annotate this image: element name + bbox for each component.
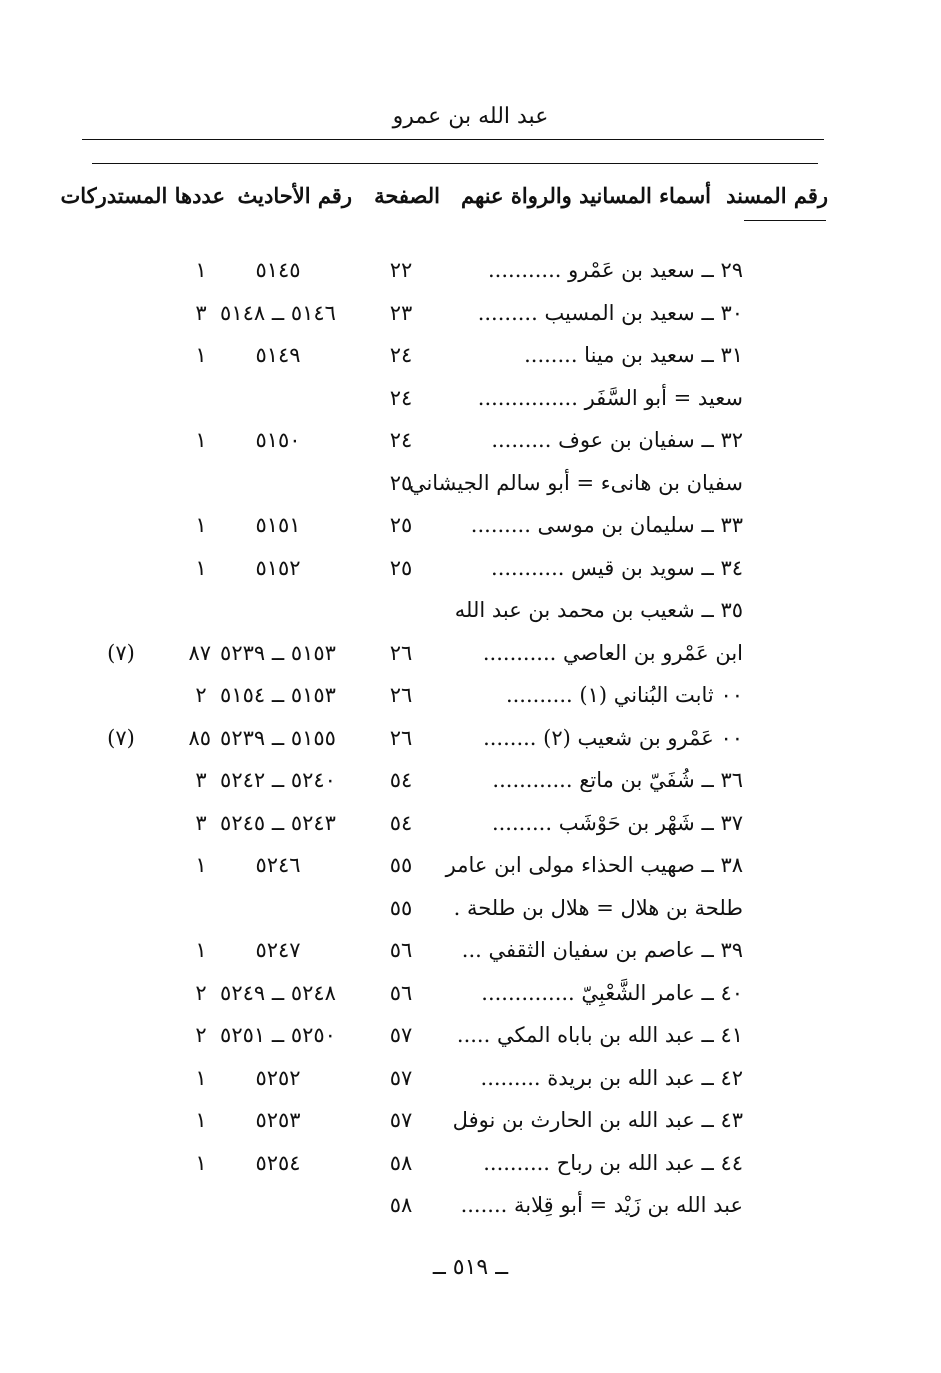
- entry-page: ٥٨: [389, 1193, 413, 1217]
- entry-name: ٤٣ ــ عبد الله بن الحارث بن نوفل: [452, 1108, 743, 1132]
- entry-hadith-numbers: ٥٢٤٠ ــ ٥٢٤٢: [220, 768, 336, 792]
- entry-page: ٥٧: [389, 1108, 413, 1132]
- entry-hadith-numbers: ٥٢٤٣ ــ ٥٢٤٥: [220, 810, 336, 835]
- entry-page: ٢٥: [389, 470, 413, 495]
- table-row: [0, 675, 941, 718]
- entry-count: ٨٧: [188, 640, 211, 665]
- column-header-musnad-number: رقم المسند: [726, 183, 828, 208]
- entry-name: ٠٠ عَمْرو بن شعيب (٢) ........: [483, 725, 743, 750]
- entry-page: ٥٤: [389, 768, 413, 792]
- entry-name: ٢٩ ــ سعيد بن عَمْرو ...........: [488, 258, 743, 282]
- table-row: [0, 1100, 941, 1143]
- table-row: [0, 633, 941, 676]
- entry-hadith-numbers: ٥٢٤٧: [255, 938, 301, 962]
- entry-page: ٥٤: [389, 810, 413, 835]
- entry-hadith-numbers: ٥١٥٥ ــ ٥٢٣٩: [220, 725, 336, 750]
- entry-page: ٢٤: [389, 428, 413, 452]
- table-row: [0, 548, 941, 591]
- musnad-header-underline: [744, 220, 826, 221]
- table-row: [0, 1143, 941, 1186]
- column-header-count-mustadrakat: [61, 183, 225, 208]
- entry-count: ١: [195, 513, 207, 537]
- column-header-hadith-numbers: رقم الأحاديث: [237, 183, 352, 208]
- entry-hadith-numbers: ٥١٤٩: [255, 343, 301, 367]
- table-row: [0, 335, 941, 378]
- entry-count: ٢: [195, 980, 207, 1005]
- entry-hadith-numbers: ٥١٥٢: [255, 555, 301, 580]
- entry-count: ١: [195, 1108, 207, 1132]
- index-table: [0, 250, 941, 1228]
- table-row: [0, 1015, 941, 1058]
- table-row: [0, 420, 941, 463]
- table-row: [0, 590, 941, 633]
- header-rule: [82, 139, 824, 140]
- entry-name: ٠٠ ثابت البُناني (١) ..........: [505, 683, 743, 707]
- table-row: [0, 845, 941, 888]
- entry-hadith-numbers: ٥١٥٠: [255, 428, 301, 452]
- table-top-rule: [92, 163, 818, 164]
- entry-count: ١: [195, 1065, 207, 1090]
- table-row: [0, 250, 941, 293]
- entry-name: ٣٩ ــ عاصم بن سفيان الثقفي ...: [461, 938, 743, 962]
- entry-count: ٣: [195, 300, 207, 325]
- entry-count: ٢: [195, 1023, 207, 1047]
- entry-page: ٢٦: [389, 725, 413, 750]
- column-header-page: الصفحة: [374, 183, 440, 208]
- entry-hadith-numbers: ٥١٥١: [255, 513, 301, 537]
- entry-name: ٣٥ ــ شعيب بن محمد بن عبد الله: [454, 598, 743, 622]
- entry-hadith-numbers: ٥٢٥٤: [255, 1150, 301, 1175]
- table-row: [0, 973, 941, 1016]
- entry-page: ٥٦: [389, 980, 413, 1005]
- entry-name: ٤٤ ــ عبد الله بن رباح ..........: [483, 1150, 743, 1175]
- entry-name: سعيد = أبو السَّفَر ...............: [477, 385, 743, 410]
- entry-name: ٣١ ــ سعيد بن مينا ........: [524, 343, 743, 367]
- entry-hadith-numbers: ٥١٤٥: [255, 258, 301, 282]
- column-header-count: عددها: [174, 183, 225, 208]
- entry-page: ٢٤: [389, 343, 413, 367]
- entry-name: ٣٠ ــ سعيد بن المسيب .........: [477, 300, 743, 325]
- entry-name: عبد الله بن زَيْد = أبو قِلابة .......: [460, 1193, 743, 1217]
- entry-count: ٨٥: [188, 725, 211, 750]
- entry-name: ٤١ ــ عبد الله بن باباه المكي .....: [456, 1023, 743, 1047]
- entry-page: ٥٥: [389, 895, 413, 920]
- table-row: [0, 803, 941, 846]
- entry-hadith-numbers: ٥٢٤٦: [255, 853, 301, 877]
- entry-page: ٢٥: [389, 555, 413, 580]
- entry-page: ٢٦: [389, 640, 413, 665]
- entry-name: ٤٠ ــ عامر الشَّعْبِيّ ..............: [481, 980, 743, 1005]
- entry-name: ٣٣ ــ سليمان بن موسى .........: [470, 513, 743, 537]
- page-number: ــ ٥١٩ ــ: [432, 1255, 509, 1280]
- entry-count: ١: [195, 555, 207, 580]
- table-row: [0, 760, 941, 803]
- table-row: [0, 888, 941, 931]
- entry-name: سفيان بن هانىء = أبو سالم الجيشاني: [408, 470, 743, 495]
- entry-name: ٣٢ ــ سفيان بن عوف .........: [491, 428, 743, 452]
- entry-name: ٣٦ ــ شُفَيّ بن ماتع ............: [492, 768, 743, 792]
- table-row: [0, 463, 941, 506]
- entry-hadith-numbers: ٥١٥٣ ــ ٥١٥٤: [220, 683, 336, 707]
- entry-page: ٥٧: [389, 1065, 413, 1090]
- column-header-mustadrakat: المستدركات: [60, 183, 168, 208]
- entry-hadith-numbers: ٥١٤٦ ــ ٥١٤٨: [220, 300, 336, 325]
- entry-name: ابن عَمْرو بن العاصي ...........: [482, 640, 743, 665]
- entry-count: ١: [195, 258, 207, 282]
- entry-count: ١: [195, 938, 207, 962]
- entry-count: ١: [195, 1150, 207, 1175]
- entry-name: طلحة بن هلال = هلال بن طلحة .: [453, 895, 743, 920]
- entry-count: ١: [195, 428, 207, 452]
- entry-page: ٢٥: [389, 513, 413, 537]
- entry-hadith-numbers: ٥١٥٣ ــ ٥٢٣٩: [220, 640, 336, 665]
- entry-name: ٣٨ ــ صهيب الحذاء مولى ابن عامر: [445, 853, 743, 877]
- entry-page: ٥٨: [389, 1150, 413, 1175]
- entry-name: ٣٧ ــ شَهْر بن حَوْشَب .........: [491, 810, 743, 835]
- entry-page: ٥٥: [389, 853, 413, 877]
- entry-page: ٢٣: [389, 300, 413, 325]
- table-row: [0, 718, 941, 761]
- entry-hadith-numbers: ٥٢٥٣: [255, 1108, 301, 1132]
- entry-page: ٥٦: [389, 938, 413, 962]
- entry-hadith-numbers: ٥٢٤٨ ــ ٥٢٤٩: [220, 980, 336, 1005]
- table-row: [0, 930, 941, 973]
- entry-hadith-numbers: ٥٢٥٠ ــ ٥٢٥١: [220, 1023, 336, 1047]
- table-row: [0, 505, 941, 548]
- entry-count: ٢: [195, 683, 207, 707]
- entry-count: ٣: [195, 810, 207, 835]
- table-row: [0, 378, 941, 421]
- entry-count: ١: [195, 343, 207, 367]
- entry-name: ٤٢ ــ عبد الله بن بريدة .........: [480, 1065, 743, 1090]
- entry-page: ٢٤: [389, 385, 413, 410]
- entry-hadith-numbers: ٥٢٥٢: [255, 1065, 301, 1090]
- entry-count: ١: [195, 853, 207, 877]
- entry-mustadrakat: (٧): [107, 725, 135, 750]
- table-row: [0, 1058, 941, 1101]
- table-row: [0, 293, 941, 336]
- column-header-names: أسماء المسانيد والرواة عنهم: [461, 183, 711, 208]
- entry-name: ٣٤ ــ سويد بن قيس ...........: [491, 555, 743, 580]
- entry-mustadrakat: (٧): [107, 640, 135, 665]
- table-row: [0, 1185, 941, 1228]
- entry-page: ٢٦: [389, 683, 413, 707]
- entry-page: ٢٢: [389, 258, 413, 282]
- entry-page: ٥٧: [389, 1023, 413, 1047]
- entry-count: ٣: [195, 768, 207, 792]
- running-header: عبد الله بن عمرو: [392, 104, 549, 129]
